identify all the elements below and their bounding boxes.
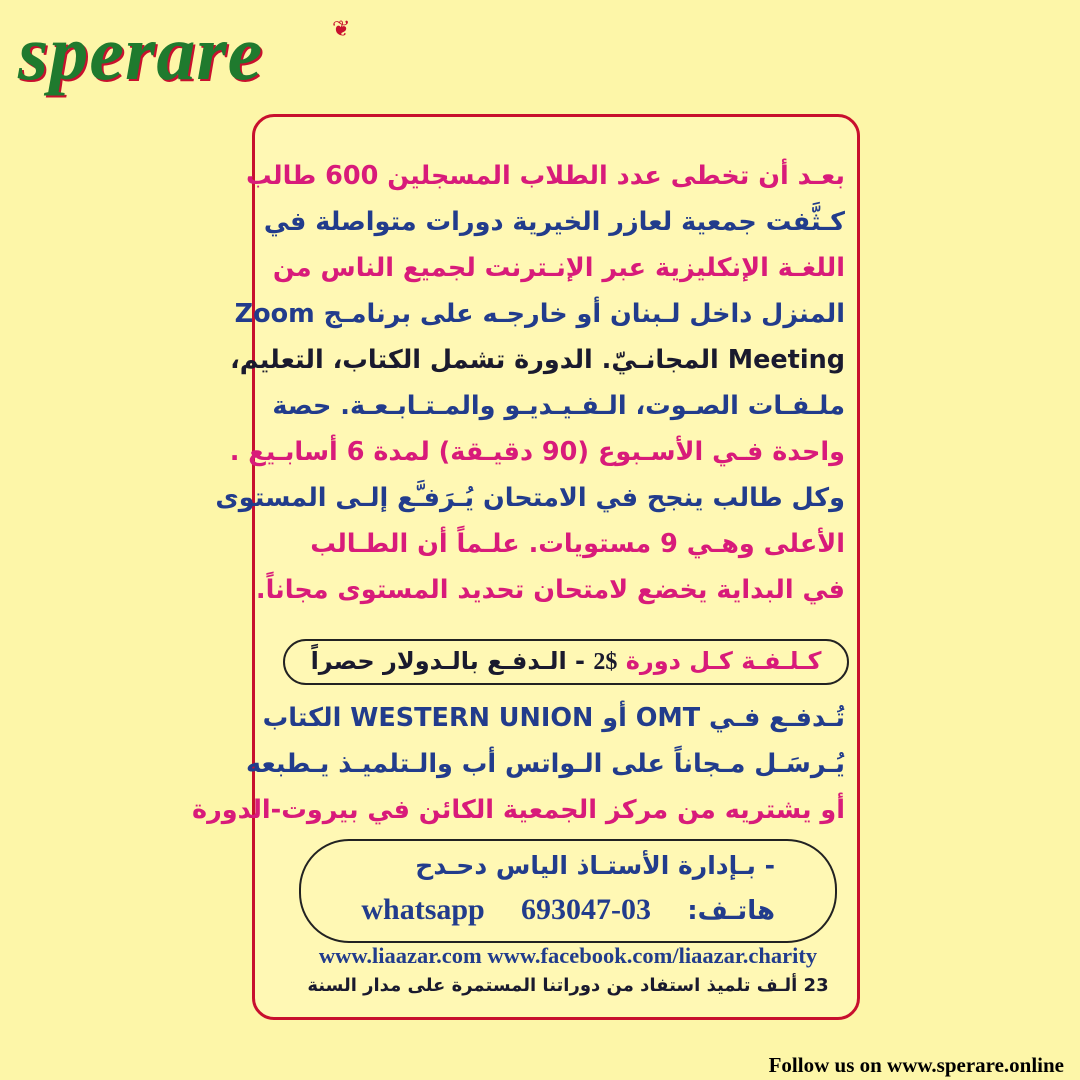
ad-line: وكل طالب ينجح في الامتحان يُـرَفـَّع إلـى المستوى xyxy=(215,483,845,513)
ad-payment xyxy=(192,695,845,833)
cost-amount: $2 xyxy=(593,649,618,675)
follow-us-link[interactable]: Follow us on www.sperare.online xyxy=(768,1053,1064,1077)
contact-phone xyxy=(361,893,775,927)
ad-line: واحدة فـي الأسـبوع (90 دقيـقة) لمدة 6 أسابـيع . xyxy=(229,437,845,467)
cost-prefix: كـلـفـة كـل دورة xyxy=(625,647,822,675)
advertisement xyxy=(192,108,872,1028)
ad-line: اللغـة الإنكليزية عبر الإنـترنت لجميع الناس من xyxy=(272,253,845,283)
phone-number[interactable]: 03-693047 xyxy=(520,893,651,926)
ad-line: تُـدفـع فـي OMT أو WESTERN UNION الكتاب xyxy=(262,703,845,733)
contact-name: - بـإدارة الأستـاذ الياس دحـدح xyxy=(415,851,775,880)
ad-line: المنزل داخل لـبنان أو خارجـه على برنامـج Zoom xyxy=(234,299,845,329)
whatsapp-label: whatsapp xyxy=(361,893,485,926)
cost-pill xyxy=(283,639,849,685)
cost-suffix: - الـدفـع بالـدولار حصراً xyxy=(310,647,586,675)
website-links[interactable]: www.liaazar.com www.facebook.com/liaazar.charity xyxy=(318,943,818,968)
sperare-logo: sperare xyxy=(18,9,264,96)
ad-line: بعـد أن تخطى عدد الطلاب المسجلين 600 طالب xyxy=(246,161,845,191)
phone-label: هاتـف: xyxy=(687,896,775,926)
ad-body xyxy=(215,153,845,613)
ad-line: في البداية يخضع لامتحان تحديد المستوى مجاناً. xyxy=(255,575,845,605)
footnote: 23 ألـف تلميذ استفاد من دوراتنا المستمرة على مدار السنة xyxy=(307,975,829,996)
ad-line: يُـرسَـل مـجاناً على الـواتس أب والـتلميـذ يـطبعه xyxy=(245,749,845,779)
ad-line: كـثَّفت جمعية لعازر الخيرية دورات متواصلة في xyxy=(263,207,845,237)
contact-pill xyxy=(299,839,837,943)
ad-line: الأعلى وهـي 9 مستويات. علـماً أن الطـالب xyxy=(310,529,845,559)
ad-line: ملـفـات الصـوت، الـفـيـديـو والمـتـابـعـة. حصة xyxy=(272,391,845,421)
ad-line: أو يشتريه من مركز الجمعية الكائن في بيروت-الدورة xyxy=(192,795,845,825)
logo-bird-icon: ❦ xyxy=(332,17,351,42)
ad-frame xyxy=(192,114,860,1020)
ad-line: Meeting المجانـيّ. الدورة تشمل الكتاب، التعليم، xyxy=(230,345,845,375)
